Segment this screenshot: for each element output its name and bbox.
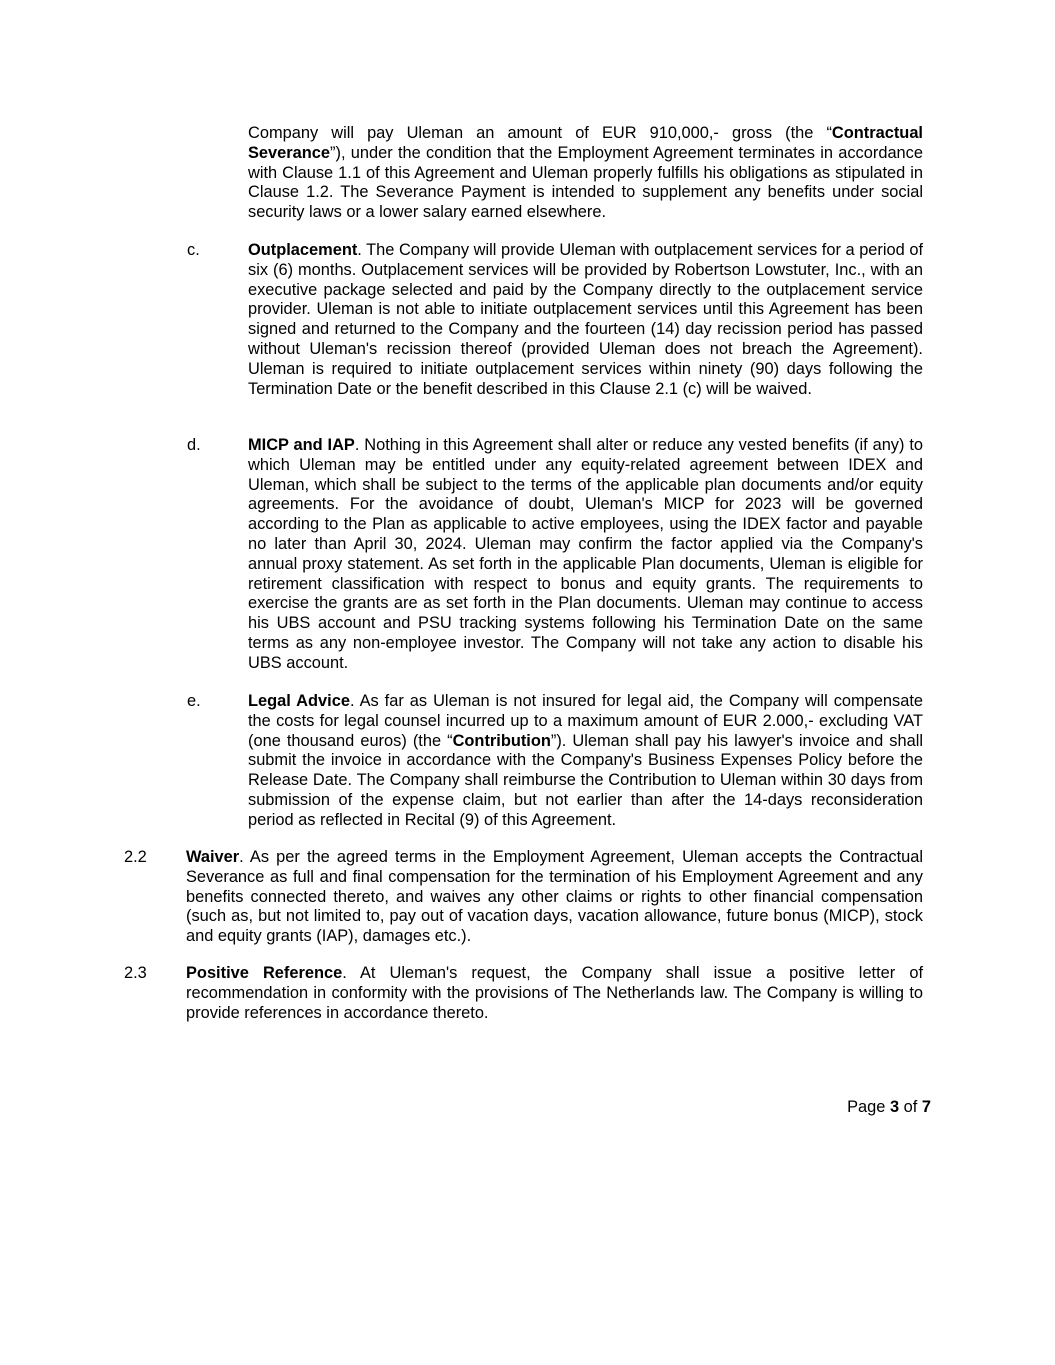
- micp-iap-paragraph: [248, 436, 923, 674]
- page-prefix: Page: [847, 1098, 890, 1116]
- paragraph-text: . At Uleman's request, the Company shall issue a positive letter of recommendation in conformity with the provisions of The Netherlands law. The Company is willing to provide references in accordance thereto.: [186, 964, 923, 1022]
- paragraph-text: . As far as Uleman is not insured for legal aid, the Company will compensate the costs for legal counsel incurred up to a maximum amount of EUR 2.000,- excluding VAT (one thousand euros) (the “: [248, 692, 923, 750]
- paragraph-text: . As per the agreed terms in the Employment Agreement, Uleman accepts the Contractual Severance as full and final compensation for the termination of his Employment Agreement and any benefits connected thereto, and waives any other claims or rights to other financial compensation (such as, but not limited to, pay out of vacation days, vacation allowance, future bonus (MICP), stock and equity grants (IAP), damages etc.).: [186, 848, 923, 946]
- item-label-e: e.: [187, 692, 201, 710]
- section-number-2-2: 2.2: [124, 848, 147, 866]
- paragraph-text: . Nothing in this Agreement shall alter or reduce any vested benefits (if any) to which Uleman may be entitled under any equity-related agreement between IDEX and Uleman, which shall be subject to the terms of the applicable plan documents and/or equity agreements. For the avoidance of doubt, Uleman's MICP for 2023 will be governed according to the Plan as applicable to active employees, using the IDEX factor and payable no later than April 30, 2024. Uleman may confirm the factor applied via the Company's annual proxy statement. As set forth in the applicable Plan documents, Uleman is eligible for retirement classification with respect to bonus and equity grants. The requirements to exercise the grants are as set forth in the Plan documents. Uleman may continue to access his UBS account and PSU tracking systems following his Termination Date on the same terms as any non-employee investor. The Company will not take any action to disable his UBS account.: [248, 436, 923, 672]
- item-heading: Outplacement: [248, 241, 358, 259]
- current-page-number: 3: [889, 1098, 900, 1116]
- paragraph-text: ”), under the condition that the Employment Agreement terminates in accordance with Clause 1.1 of this Agreement and Uleman properly fulfills his obligations as stipulated in Clause 1.2. The Severance Payment is intended to supplement any benefits under social security laws or a lower salary earned elsewhere.: [248, 143, 923, 222]
- section-heading: Waiver: [186, 848, 240, 866]
- page-of-text: of: [899, 1098, 922, 1116]
- contractual-severance-paragraph: [248, 124, 923, 223]
- section-heading: Positive Reference: [186, 964, 343, 982]
- paragraph-text: . The Company will provide Uleman with outplacement services for a period of six (6) months. Outplacement services will be provided by Robertson Lowstuter, Inc., with an executive package selected and paid by the Company directly to the outplacement service provider. Uleman is not able to initiate outplacement services until this Agreement has been signed and returned to the Company and the fourteen (14) day recission period has passed without Uleman's recission thereof (provided Uleman does not breach the Agreement). Uleman is required to initiate outplacement services within ninety (90) days following the Termination Date or the benefit described in this Clause 2.1 (c) will be waived.: [248, 241, 923, 398]
- positive-reference-paragraph: [186, 964, 923, 1023]
- item-heading: MICP and IAP: [248, 436, 355, 454]
- defined-term: Contractual Severance: [248, 124, 923, 162]
- paragraph-text: Company will pay Uleman an amount of EUR 910,000,- gross (the “: [248, 124, 832, 142]
- waiver-paragraph: [186, 848, 923, 947]
- item-label-d: d.: [187, 436, 201, 454]
- item-heading: Legal Advice: [248, 692, 350, 710]
- defined-term: Contribution: [452, 731, 551, 750]
- total-pages-number: 7: [921, 1098, 931, 1116]
- item-label-c: c.: [187, 241, 200, 259]
- page-number-footer: [847, 1098, 931, 1118]
- section-number-2-3: 2.3: [124, 964, 147, 982]
- paragraph-text: ”). Uleman shall pay his lawyer's invoice and shall submit the invoice in accordance with the Company's Business Expenses Policy before the Release Date. The Company shall reimburse the Contribution to Uleman within 30 days from submission of the expense claim, but not earlier than after the 14-days reconsideration period as reflected in Recital (9) of this Agreement.: [248, 731, 924, 829]
- outplacement-paragraph: [248, 241, 923, 399]
- legal-advice-paragraph: [248, 692, 923, 831]
